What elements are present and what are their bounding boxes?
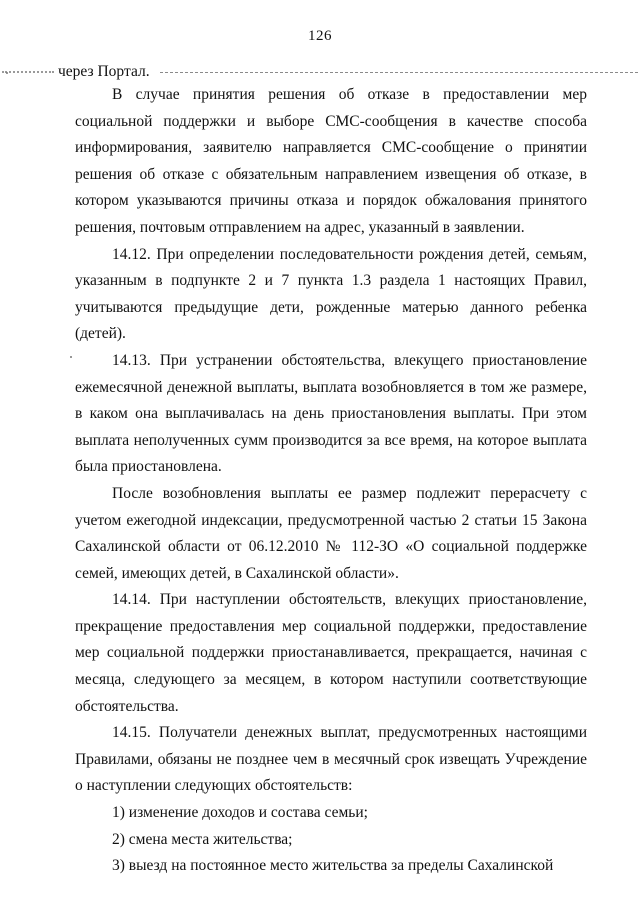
document-body — [75, 82, 587, 880]
scan-speck — [6, 72, 8, 74]
paragraph-14-13: 14.13. При устранении обстоятельства, влекущего приостановление ежемесячной денежной выплаты, выплата возобновляется в том же размере, в каком она выплачивалась на день приостановления выплаты. При этом выплата неполученных сумм производится за все время, на которое выплата была приостановлена. — [75, 351, 587, 476]
scan-speck — [70, 356, 72, 358]
paragraph-sms-refusal: В случае принятия решения об отказе в предоставлении мер социальной поддержки и выборе СМС-сообщения в качестве способа информирования, заявителю направляется СМС-сообщение о принятии решения об отказе с обязательным направлением извещения об отказе, в котором указываются причины отказа и порядок обжалования принятого решения, почтовым отправлением на адрес, указанный в заявлении. — [75, 86, 587, 236]
paragraph-14-14: 14.14. При наступлении обстоятельств, влекущих приостановление, прекращение предоставления мер социальной поддержки, предоставление мер социальной поддержки приостанавливается, прекращается, начиная с месяца, следующего за месяцем, в котором наступили соответствующие обстоятельства. — [75, 591, 587, 715]
list-item-3: 3) выезд на постоянное место жительства за пределы Сахалинской — [112, 857, 554, 875]
paragraph-14-15: 14.15. Получатели денежных выплат, предусмотренных настоящими Правилами, обязаны не позднее чем в месячный срок извещать Учреждение о наступлении следующих обстоятельств: — [75, 724, 587, 795]
scan-artifact-left — [2, 71, 54, 76]
scan-artifact-right — [160, 72, 638, 74]
list-item-1: 1) изменение доходов и состава семьи; — [112, 804, 368, 822]
continuation-text: через Портал. — [58, 63, 153, 81]
list-item-2: 2) смена места жительства; — [112, 830, 293, 848]
paragraph-recalculation: После возобновления выплаты ее размер подлежит перерасчету с учетом ежегодной индексации, предусмотренной частью 2 статьи 15 Закона Сахалинской области от 06.12.2010 № 112-ЗО «О социальной поддержке семей, имеющих детей, в Сахалинской области». — [75, 484, 587, 582]
paragraph-14-12: 14.12. При определении последовательности рождения детей, семьям, указанным в подпункте 2 и 7 пункта 1.3 раздела 1 настоящих Правил, учитываются предыдущие дети, рожденные матерью данного ребенка (детей). — [75, 245, 587, 343]
page-number: 126 — [308, 28, 332, 44]
continuation-line — [0, 63, 640, 83]
